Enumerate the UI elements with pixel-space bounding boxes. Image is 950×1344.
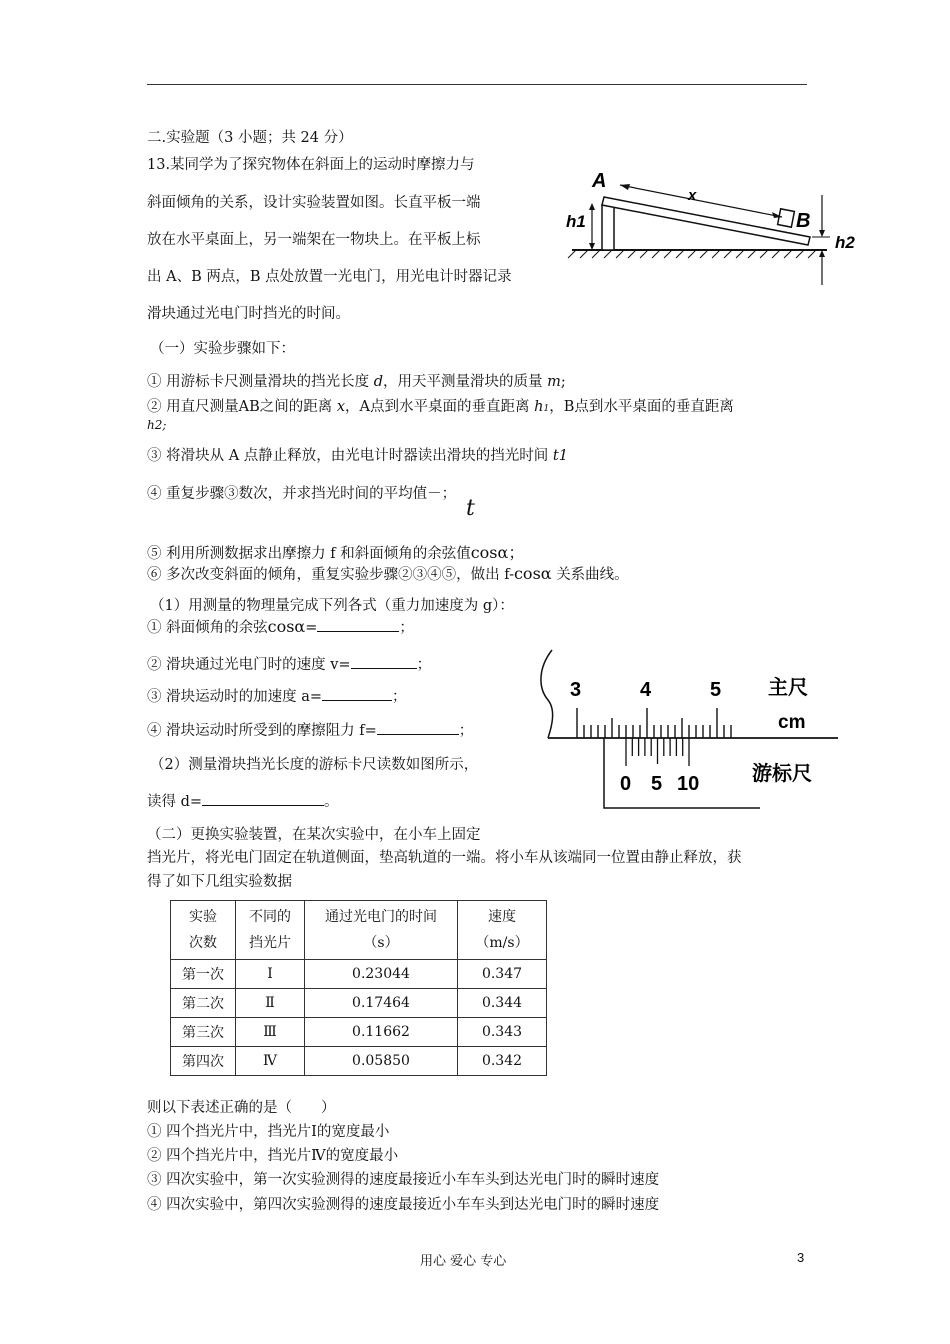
fill-4 (147, 719, 473, 740)
q13-intro-line-1: 13.某同学为了探究物体在斜面上的运动时摩擦力与 (147, 157, 475, 173)
sub2-line-2-text: 读得 d= (147, 794, 203, 810)
fill-4-end: ； (458, 723, 474, 739)
table-header-cell: 通过光电门的时间 （s） (305, 901, 458, 960)
part2-line-1: （二）更换实验装置，在某次实验中，在小车上固定 (147, 827, 481, 843)
answer-blank-friction[interactable] (377, 722, 459, 735)
vernier-caliper-figure (530, 648, 845, 812)
step-3 (147, 444, 568, 465)
var-t-bar: t (466, 496, 475, 521)
table-cell: Ⅲ (236, 1018, 305, 1047)
var-t1: t1 (552, 448, 568, 464)
q13-intro-line-4: 出 A、B 两点，B 点处放置一光电门，用光电计时器记录 (147, 269, 512, 285)
step-2-text-b: ，A点到水平桌面的垂直距离 (345, 399, 530, 415)
label-a: A (592, 170, 607, 192)
step-1-text-a: ① 用游标卡尺测量滑块的挡光长度 (147, 374, 370, 390)
table-cell: 0.11662 (305, 1018, 458, 1047)
fill-3-text: ③ 滑块运动时的加速度 a= (147, 689, 323, 705)
step-3-text: ③ 将滑块从 A 点静止释放，由光电计时器读出滑块的挡光时间 (147, 448, 549, 464)
answer-blank-acceleration[interactable] (322, 688, 392, 701)
fill-3-end: ； (392, 689, 407, 705)
fill-2-end: ； (416, 657, 432, 673)
table-cell: 0.344 (458, 989, 547, 1018)
main-scale-title: 主尺 (768, 675, 808, 699)
table-cell: 0.347 (458, 960, 547, 989)
fill-2-text: ② 滑块通过光电门时的速度 v= (147, 657, 351, 673)
step-6-text-c: 关系曲线。 (556, 567, 629, 583)
step-1-text-c: ; (560, 374, 566, 390)
label-b: B (796, 210, 811, 232)
var-d: d (373, 374, 384, 390)
step-6-text-a: ⑥ 多次改变斜面的倾角，重复实验步骤②③④⑤，做出 f- (147, 567, 514, 583)
sub2-line-2-end: 。 (324, 794, 339, 810)
main-scale-label-4: 4 (640, 679, 652, 701)
fill-4-text: ④ 滑块运动时所受到的摩擦阻力 f= (147, 723, 377, 739)
step-5-text: ⑤ 利用所测数据求出摩擦力 f 和斜面倾角的余弦值 (147, 546, 471, 562)
table-header-cell: 实验 次数 (171, 901, 236, 960)
table-cell: 第一次 (171, 960, 236, 989)
q13-intro-line-3: 放在水平桌面上，另一端架在一物块上。在平板上标 (147, 232, 481, 248)
table-header-cell: 不同的 挡光片 (236, 901, 305, 960)
q13-intro-line-5: 滑块通过光电门时挡光的时间。 (147, 306, 350, 322)
table-header-row (171, 901, 547, 960)
label-h1: h1 (566, 212, 586, 231)
table-cell: Ⅰ (236, 960, 305, 989)
sub2-line-1: （2）测量滑块挡光长度的游标卡尺读数如图所示， (150, 757, 479, 773)
fill-1-text: ① 斜面倾角的余弦 (147, 620, 268, 636)
table-header-cell: 速度 （m/s） (458, 901, 547, 960)
table-cell: 0.343 (458, 1018, 547, 1047)
page-number: 3 (797, 1250, 805, 1265)
table-cell: Ⅱ (236, 989, 305, 1018)
table-cell: 第三次 (171, 1018, 236, 1047)
label-h2: h2 (835, 233, 855, 252)
table-row (171, 989, 547, 1018)
step-1-text-b: ，用天平测量滑块的质量 (383, 374, 543, 390)
fill-1-cos: cosα (267, 617, 306, 636)
part2-line-3: 得了如下几组实验数据 (147, 874, 292, 890)
table-cell: 0.23044 (305, 960, 458, 989)
fill-1 (147, 616, 414, 637)
main-scale-label-5: 5 (710, 679, 722, 701)
section-title: 二.实验题（3 小题；共 24 分） (147, 130, 353, 146)
vernier-label-10: 10 (677, 773, 700, 795)
step-6-cos: cosα (513, 564, 552, 583)
table-cell: 第四次 (171, 1047, 236, 1076)
step-6 (147, 563, 629, 584)
incline-apparatus-figure (562, 165, 867, 290)
table-row (171, 1018, 547, 1047)
table-cell: 0.342 (458, 1047, 547, 1076)
answer-blank-cos[interactable] (317, 619, 399, 632)
vernier-label-0: 0 (620, 773, 632, 795)
option-3[interactable]: ③ 四次实验中，第一次实验测得的速度最接近小车车头到达光电门时的瞬时速度 (147, 1172, 660, 1188)
fill-2 (147, 653, 431, 674)
table-row (171, 960, 547, 989)
step-5 (147, 540, 524, 563)
data-table (170, 900, 547, 1076)
table-cell: 0.17464 (305, 989, 458, 1018)
footer-motto: 用心 爱心 专心 (420, 1254, 507, 1269)
step-1 (147, 370, 566, 391)
label-x: x (688, 187, 697, 204)
table-cell: Ⅳ (236, 1047, 305, 1076)
fill-1-eq: = (305, 620, 318, 636)
var-x: x (336, 399, 346, 415)
header-rule (147, 84, 807, 85)
part2-line-2: 挡光片，将光电门固定在轨道侧面，垫高轨道的一端。将小车从该端同一位置由静止释放，获 (147, 850, 742, 866)
main-scale-label-3: 3 (570, 679, 582, 701)
vernier-scale-title: 游标尺 (752, 761, 812, 785)
table-row (171, 1047, 547, 1076)
sub1-title: （1）用测量的物理量完成下列各式（重力加速度为 g）： (150, 598, 514, 614)
sub2-line-2 (147, 790, 339, 811)
option-2[interactable]: ② 四个挡光片中，挡光片Ⅳ的宽度最小 (147, 1148, 399, 1164)
option-1[interactable]: ① 四个挡光片中，挡光片Ⅰ的宽度最小 (147, 1124, 390, 1140)
step-2-text-a: ② 用直尺测量AB之间的距离 (147, 399, 333, 415)
step-2-text-c: ，B点到水平桌面的垂直距离 (549, 399, 734, 415)
option-4[interactable]: ④ 四次实验中，第四次实验测得的速度最接近小车车头到达光电门时的瞬时速度 (147, 1197, 660, 1213)
var-m: m (547, 374, 561, 390)
answer-blank-velocity[interactable] (351, 656, 417, 669)
question-stem: 则以下表述正确的是（ ） (147, 1100, 336, 1116)
q13-intro-line-2: 斜面倾角的关系，设计实验装置如图。长直平板一端 (147, 195, 481, 211)
answer-blank-d[interactable] (202, 793, 324, 806)
fill-1-end: ； (399, 620, 414, 636)
step-5-cos: cosα； (470, 543, 525, 562)
table-cell: 第二次 (171, 989, 236, 1018)
var-h1: h1 (534, 399, 550, 415)
step-4: ④ 重复步骤③数次，并求挡光时间的平均值－； (147, 486, 457, 502)
fill-3 (147, 685, 407, 706)
step-2-h2: h2; (147, 418, 167, 432)
part1-title: （一）实验步骤如下： (150, 341, 295, 357)
vernier-label-5: 5 (651, 773, 663, 795)
table-cell: 0.05850 (305, 1047, 458, 1076)
step-2 (147, 395, 734, 416)
unit-label: cm (778, 712, 806, 733)
